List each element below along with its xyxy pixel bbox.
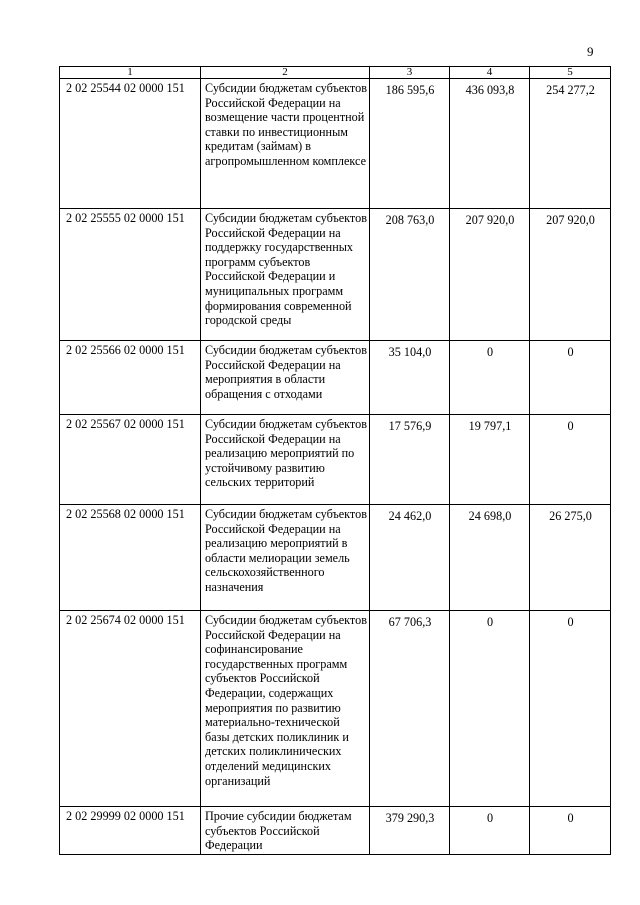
item-name: Субсидии бюджетам субъектов Российской Федерации на возмещение части процентной ставки по инвестиционным кредитам (займам) в агропромышленном комплексе bbox=[201, 79, 370, 209]
budget-code: 2 02 25544 02 0000 151 bbox=[60, 79, 201, 209]
amount-col4: 436 093,8 bbox=[450, 79, 530, 209]
amount-col4: 0 bbox=[450, 341, 530, 415]
column-number-2: 2 bbox=[201, 67, 370, 79]
table-row bbox=[60, 79, 611, 209]
amount-col5: 0 bbox=[530, 611, 611, 807]
amount-col4: 24 698,0 bbox=[450, 505, 530, 611]
amount-col4: 0 bbox=[450, 807, 530, 855]
budget-code: 2 02 29999 02 0000 151 bbox=[60, 807, 201, 855]
item-name: Субсидии бюджетам субъектов Российской Федерации на мероприятия в области обращения с отходами bbox=[201, 341, 370, 415]
item-name: Субсидии бюджетам субъектов Российской Федерации на реализацию мероприятий в области мелиорации земель сельскохозяйственного назначения bbox=[201, 505, 370, 611]
amount-col5: 0 bbox=[530, 807, 611, 855]
table-row bbox=[60, 415, 611, 505]
budget-code: 2 02 25567 02 0000 151 bbox=[60, 415, 201, 505]
column-number-row bbox=[60, 67, 611, 79]
column-number-4: 4 bbox=[450, 67, 530, 79]
table-row bbox=[60, 209, 611, 341]
amount-col3: 17 576,9 bbox=[370, 415, 450, 505]
table-row bbox=[60, 611, 611, 807]
budget-code: 2 02 25555 02 0000 151 bbox=[60, 209, 201, 341]
amount-col3: 24 462,0 bbox=[370, 505, 450, 611]
amount-col3: 186 595,6 bbox=[370, 79, 450, 209]
amount-col5: 254 277,2 bbox=[530, 79, 611, 209]
amount-col4: 207 920,0 bbox=[450, 209, 530, 341]
amount-col3: 208 763,0 bbox=[370, 209, 450, 341]
item-name: Субсидии бюджетам субъектов Российской Федерации на поддержку государственных программ субъектов Российской Федерации и муниципальных программ формирования современной городской среды bbox=[201, 209, 370, 341]
amount-col4: 0 bbox=[450, 611, 530, 807]
amount-col5: 207 920,0 bbox=[530, 209, 611, 341]
amount-col3: 67 706,3 bbox=[370, 611, 450, 807]
amount-col3: 35 104,0 bbox=[370, 341, 450, 415]
item-name: Субсидии бюджетам субъектов Российской Федерации на реализацию мероприятий по устойчивому развитию сельских территорий bbox=[201, 415, 370, 505]
table-row bbox=[60, 341, 611, 415]
column-number-3: 3 bbox=[370, 67, 450, 79]
amount-col5: 26 275,0 bbox=[530, 505, 611, 611]
amount-col5: 0 bbox=[530, 341, 611, 415]
amount-col4: 19 797,1 bbox=[450, 415, 530, 505]
budget-code: 2 02 25674 02 0000 151 bbox=[60, 611, 201, 807]
item-name: Субсидии бюджетам субъектов Российской Федерации на софинансирование государственных программ субъектов Российской Федерации, содержащих мероприятия по развитию материально-технической базы детских поликлиник и детских поликлинических отделений медицинских организаций bbox=[201, 611, 370, 807]
table-row bbox=[60, 807, 611, 855]
column-number-5: 5 bbox=[530, 67, 611, 79]
budget-table bbox=[59, 66, 611, 855]
budget-code: 2 02 25566 02 0000 151 bbox=[60, 341, 201, 415]
amount-col5: 0 bbox=[530, 415, 611, 505]
table-row bbox=[60, 505, 611, 611]
item-name: Прочие субсидии бюджетам субъектов Российской Федерации bbox=[201, 807, 370, 855]
budget-code: 2 02 25568 02 0000 151 bbox=[60, 505, 201, 611]
column-number-1: 1 bbox=[60, 67, 201, 79]
page-number: 9 bbox=[587, 44, 594, 59]
amount-col3: 379 290,3 bbox=[370, 807, 450, 855]
